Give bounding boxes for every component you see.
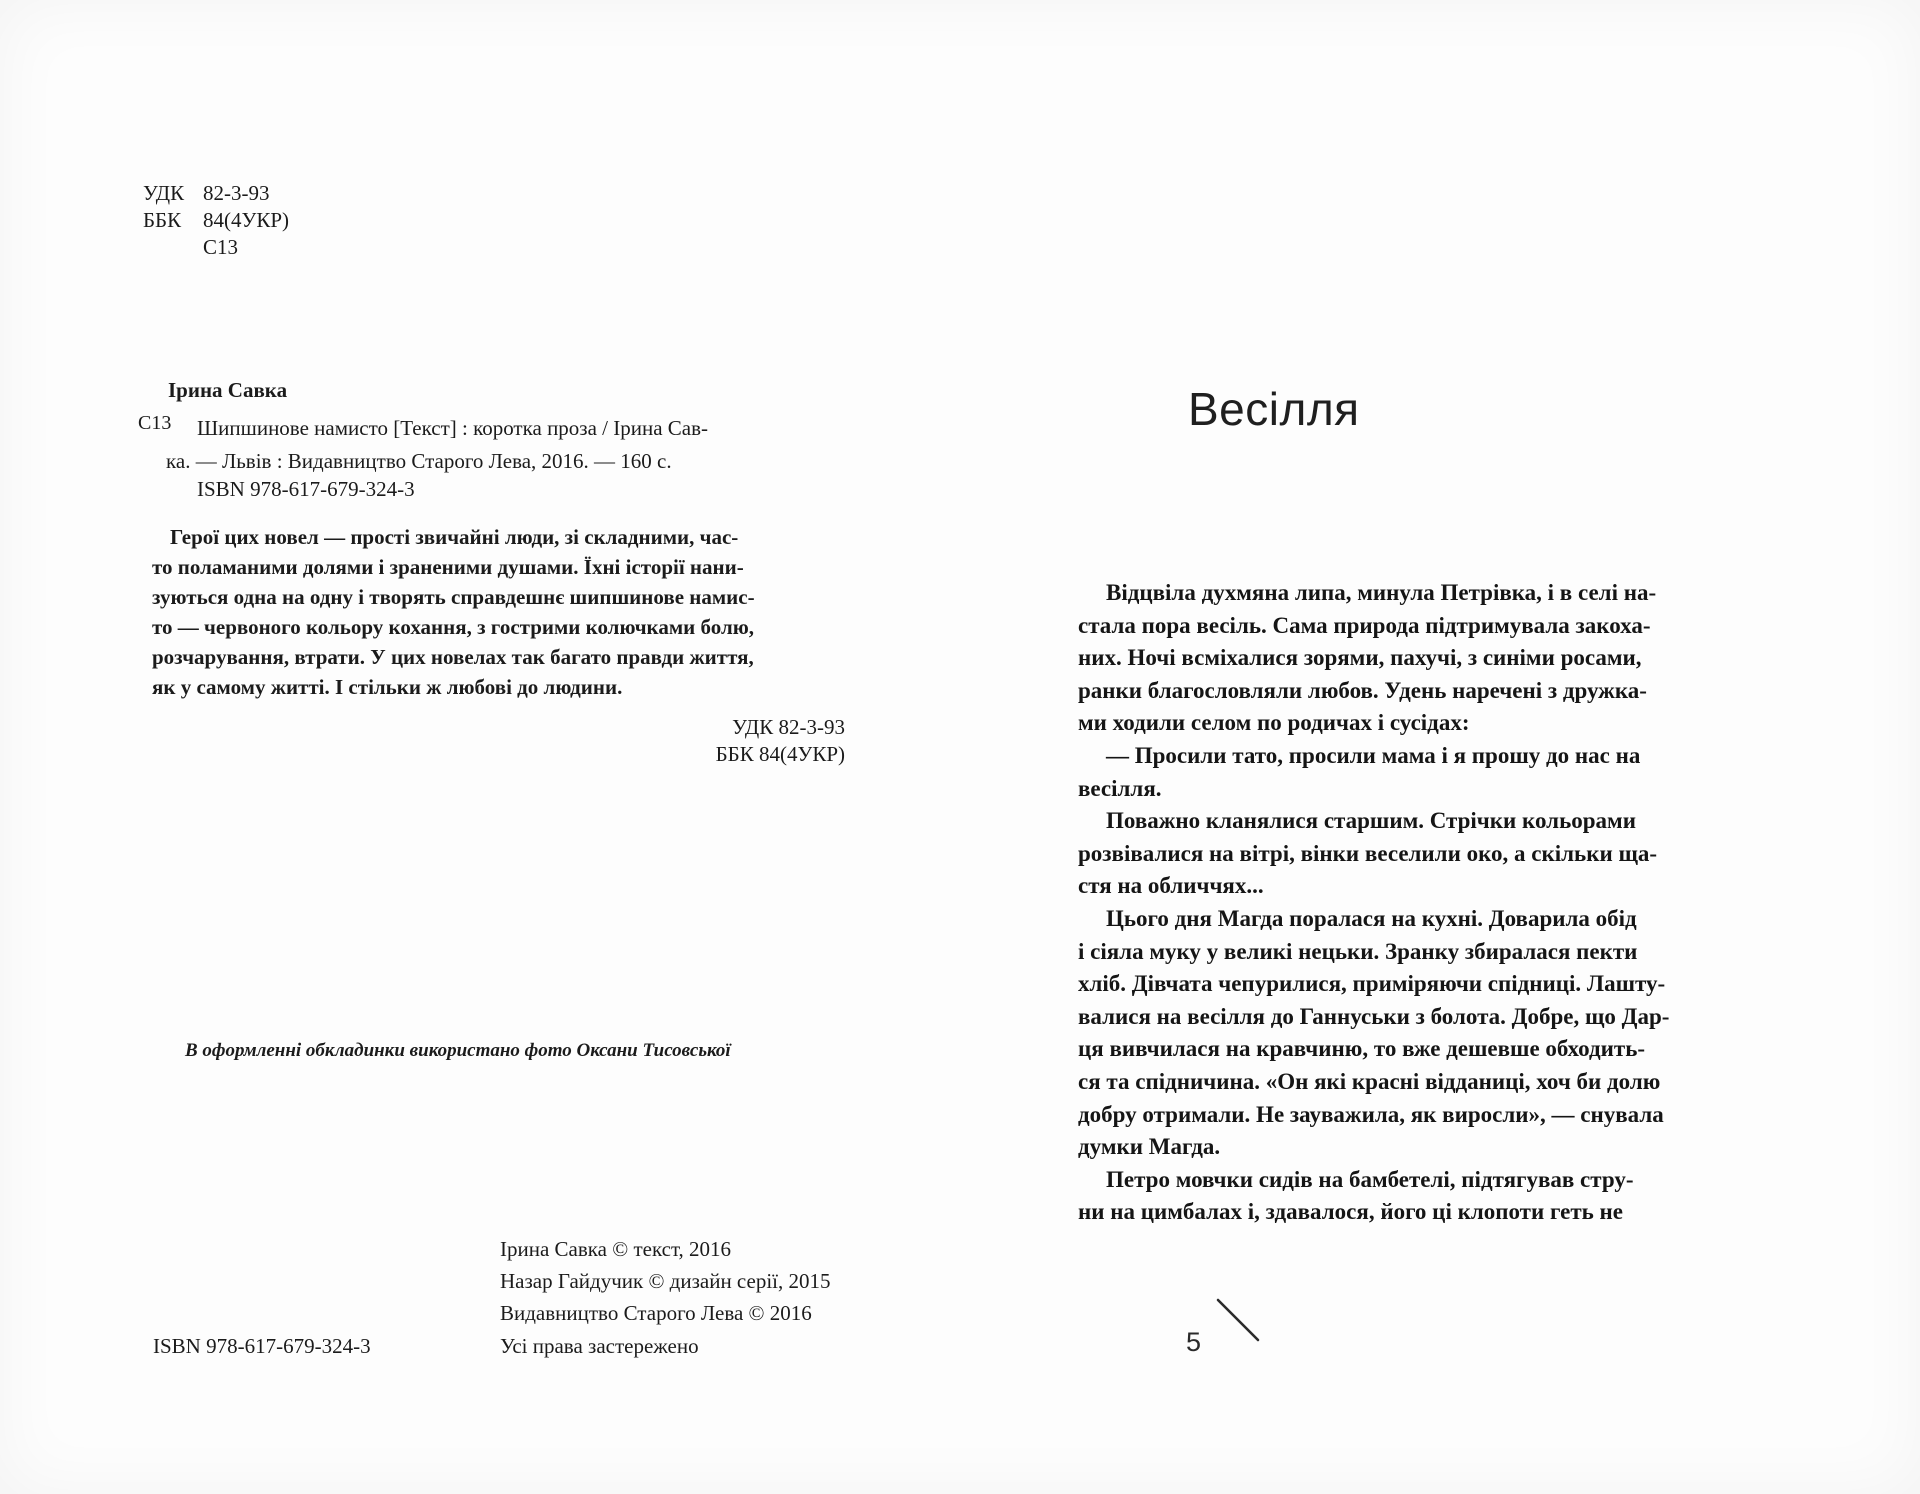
story-paragraph: Відцвіла духмяна липа, минула Петрівка, і в селі на- стала пора весіль. Сама природа підтримувала закоха- них. Ночі всміхалися зорями, пахучі, з синіми росами, ранки благословляли любов. Удень наречені з дружка- ми ходили селом по родичах і сусідах: (1078, 580, 1657, 736)
bibliographic-record: Шипшинове намисто [Текст] : коротка проза / Ірина Сав- ка. — Львів : Видавництво Старого Лева, 2016. — 160 с. (166, 416, 709, 473)
catalog-card-code: С13 (138, 412, 172, 434)
book-annotation: Герої цих новел — прості звичайні люди, зі складними, час- то поламаними долями і зраненими душами. Їхні історії нани- зуються одна на одну і творять справдешнє шипшинове намис- то — червоного кольору кохання, з гострими колючками болю, розчарування, втрати. У цих новелах так багато правди життя, як у самому житті. І стільки ж любові до людини. (152, 525, 755, 699)
rights-reserved-note: Усі права застережено (500, 1334, 699, 1358)
diagonal-stroke-decoration (1208, 1292, 1268, 1352)
story-paragraph: Петро мовчки сидів на бамбетелі, підтягував стру- ни на цимбалах і, здавалося, його ці клопоти геть не (1078, 1166, 1634, 1225)
story-paragraph: Поважно кланялися старшим. Стрічки кольорами розвівалися на вітрі, вінки веселили око, а скільки ща- стя на обличчях... (1078, 808, 1658, 899)
story-title: Весілля (1188, 383, 1360, 435)
story-paragraph: Цього дня Магда поралася на кухні. Доварила обід і сіяла муку у великі нецьки. Зранку збиралася пекти хліб. Дівчата чепурилися, приміряючи спідниці. Лашту- валися на весілля до Ганнуськи з болота. Добре, що Дар- ця вивчилася на кравчиню, то вже дешевше обходить- ся та спідничина. «Он які красні відданиці, хоч би долю добру отримали. Не зауважила, як виросли», — снувала думки Магда. (1078, 905, 1670, 1160)
cover-photo-credit: В оформленні обкладинки використано фото Оксани Тисовської (185, 1040, 731, 1061)
story-paragraph: — Просили тато, просили мама і я прошу до нас на весілля. (1078, 742, 1641, 801)
bbk-label: ББК (143, 208, 182, 232)
page-number: 5 (1186, 1327, 1202, 1357)
udk-value: 82-3-93 (203, 181, 270, 205)
author-name: Ірина Савка (168, 378, 288, 402)
bbk-value: 84(4УКР) (203, 208, 290, 232)
story-body (1078, 577, 1738, 1229)
udk-classification-block (143, 180, 289, 261)
copyright-credits: Ірина Савка © текст, 2016 Назар Гайдучик © дизайн серії, 2015 Видавництво Старого Лева © 2016 (500, 1237, 831, 1325)
udk-row (143, 180, 289, 207)
isbn-number-bottom: ISBN 978-617-679-324-3 (153, 1334, 371, 1358)
udk-row (143, 234, 289, 261)
author-sign-value: С13 (203, 235, 239, 259)
udk-classification-right: УДК 82-3-93 ББК 84(4УКР) (715, 715, 845, 766)
udk-label: УДК (143, 181, 185, 205)
isbn-number: ISBN 978-617-679-324-3 (197, 477, 415, 501)
udk-row (143, 207, 289, 234)
